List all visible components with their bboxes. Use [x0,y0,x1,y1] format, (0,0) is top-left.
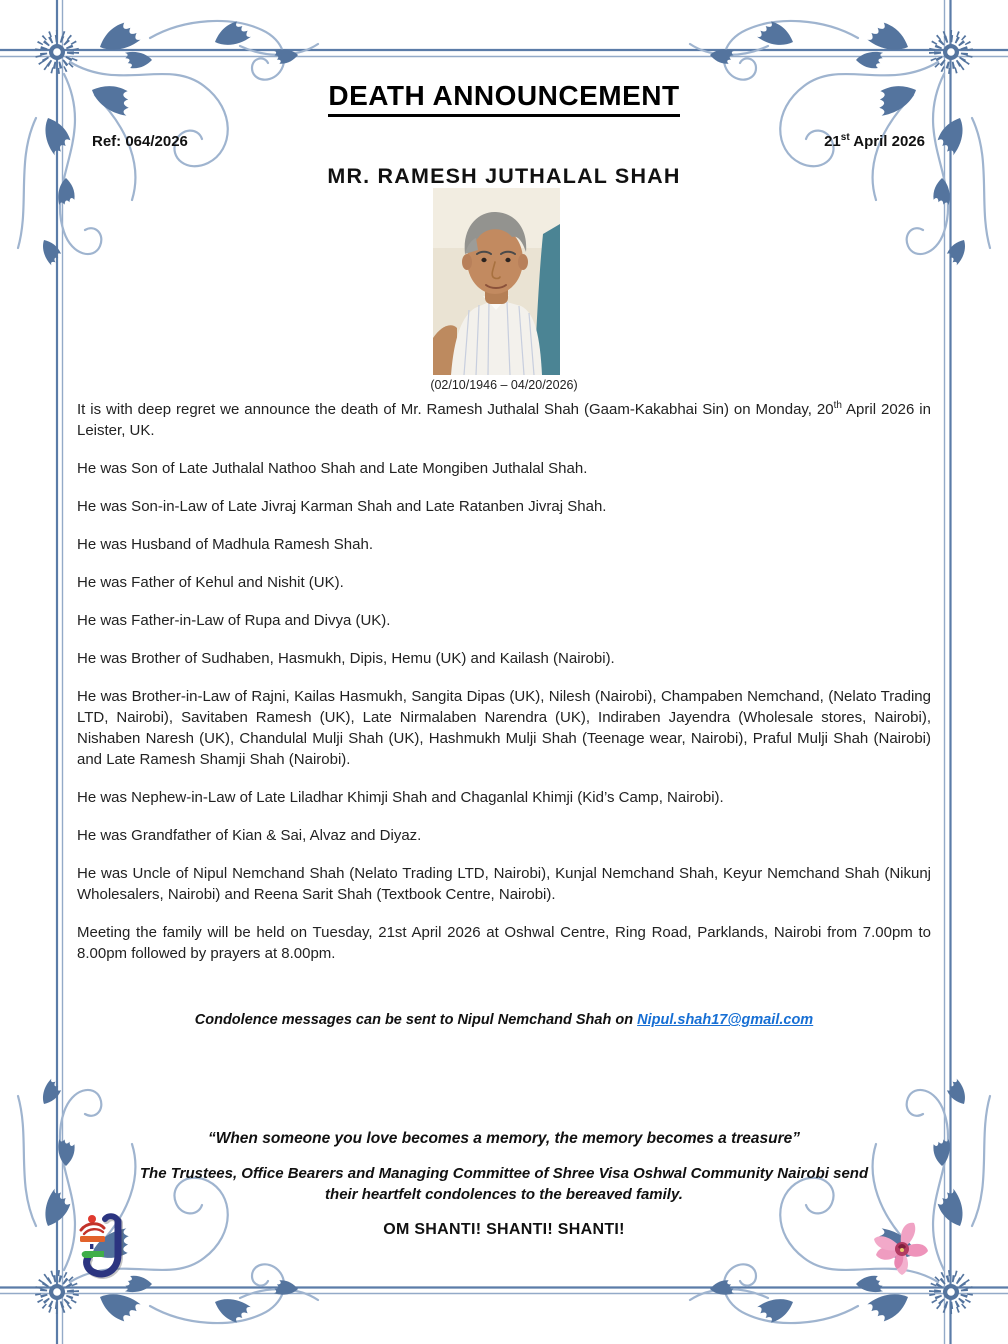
body-paragraph: He was Son-in-Law of Late Jivraj Karman Shah and Late Ratanben Jivraj Shah. [77,498,607,515]
photo-caption: (02/10/1946 – 04/20/2026) [430,378,578,392]
body-paragraph: He was Father-in-Law of Rupa and Divya (UK). [77,612,391,629]
body-paragraph: Meeting the family will be held on Tuesday, 21st April 2026 at Oshwal Centre, Ring Road, Parklands, Nairobi from 7.00pm to 8.00pm followed by prayers at 8.00pm. [77,924,931,962]
oshwal-community-logo [78,1213,130,1281]
body-paragraph: He was Husband of Madhula Ramesh Shah. [77,536,374,553]
trustees-message: The Trustees, Office Bearers and Managing Committee of Shree Visa Oshwal Community Nairobi send their heartfelt condolences to the bereaved family. [139,1165,869,1203]
page-title: DEATH ANNOUNCEMENT [0,80,1008,112]
body-paragraph: He was Uncle of Nipul Nemchand Shah (Nelato Trading LTD, Nairobi), Kunjal Nemchand Shah, Keyur Nemchand Shah (Nikunj Wholesalers, Nairobi) and Reena Sarit Shah (Textbook Centre, Nairobi). [77,865,931,903]
body-paragraph: He was Father of Kehul and Nishit (UK). [77,574,344,591]
reference-number: Ref: 064/2026 [92,133,188,150]
announcement-date: 21st April 2026 [824,132,925,150]
condolence-line [0,1012,1008,1028]
body-paragraph: He was Brother-in-Law of Rajni, Kailas Hasmukh, Sangita Dipas (UK), Nilesh (Nairobi), Champaben Nemchand, (Nelato Trading LTD, Nairobi), Savitaben Ramesh (UK), Late Nirmalaben Narendra (UK), Indiraben Jayendra (Wholesale stores, Nairobi), Nishaben Naresh (UK), Chandulal Mulji Shah (UK), Hashmukh Mulji Shah (Teenage wear, Nairobi), Praful Mulji Shah (Nairobi) and Late Ramesh Shamji Shah (Nairobi). [77,688,931,768]
email-link[interactable]: Nipul.shah17@gmail.com [637,1012,814,1028]
body-paragraph: He was Grandfather of Kian & Sai, Alvaz and Diyaz. [77,827,422,844]
pink-orchid-flower [870,1219,934,1281]
body-paragraph: He was Brother of Sudhaben, Hasmukh, Dipis, Hemu (UK) and Kailash (Nairobi). [77,650,615,667]
intro-paragraph: It is with deep regret we announce the death of Mr. Ramesh Juthalal Shah (Gaam-Kakabhai Sin) on Monday, 20th April 2026 in Leister, UK. [77,400,931,439]
om-shanti-line: OM SHANTI! SHANTI! SHANTI! [383,1221,625,1238]
body-paragraph: He was Son of Late Juthalal Nathoo Shah and Late Mongiben Juthalal Shah. [77,460,588,477]
announcement-body [77,399,931,981]
deceased-portrait-photo [433,188,560,375]
condolence-text: Condolence messages can be sent to Nipul Nemchand Shah on [194,1012,638,1028]
memory-quote: “When someone you love becomes a memory, the memory becomes a treasure” [207,1130,801,1147]
deceased-name: MR. RAMESH JUTHALAL SHAH [327,164,681,188]
body-paragraph: He was Nephew-in-Law of Late Liladhar Khimji Shah and Chaganlal Khimji (Kid’s Camp, Nairobi). [77,789,724,806]
